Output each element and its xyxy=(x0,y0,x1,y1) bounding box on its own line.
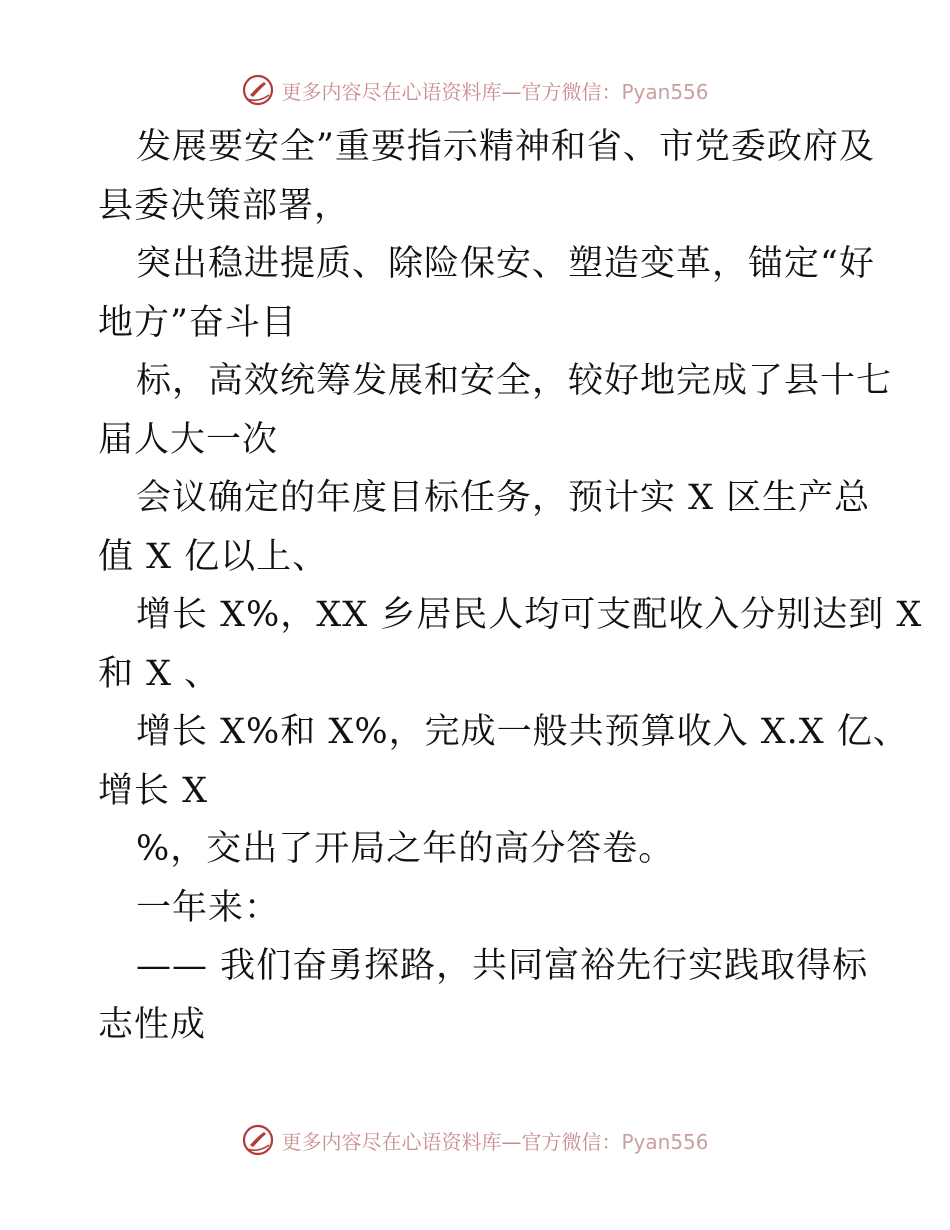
text-line: 增长 X%和 X%，完成一般共预算收入 X.X 亿、 xyxy=(136,712,909,752)
text-line: 发展要安全”重要指示精神和省、市党委政府及 xyxy=(136,127,875,167)
text-line: 增长 X xyxy=(98,770,209,811)
text-line: 突出稳进提质、除险保安、塑造变革，锚定“好 xyxy=(136,244,875,284)
text-line: —— 我们奋勇探路，共同富裕先行实践取得标 xyxy=(136,946,869,986)
text-line: 会议确定的年度目标任务，预计实 X 区生产总 xyxy=(136,478,871,518)
text-line: 志性成 xyxy=(98,1004,207,1045)
watermark-text: 更多内容尽在心语资料库—官方微信：Pyan556 xyxy=(281,1129,709,1154)
pen-logo-icon xyxy=(241,73,275,107)
text-line: %，交出了开局之年的高分答卷。 xyxy=(136,829,675,869)
text-line: 一年来： xyxy=(136,887,281,928)
text-line: 值 X 亿以上、 xyxy=(98,536,329,577)
pen-logo-icon xyxy=(241,1123,275,1157)
footer-watermark xyxy=(0,1120,950,1160)
text-line: 县委决策部署， xyxy=(98,185,351,226)
text-line: 地方”奋斗目 xyxy=(98,302,297,343)
text-line: 增长 X%，XX 乡居民人均可支配收入分别达到 X xyxy=(136,595,923,635)
text-line: 标，高效统筹发展和安全，较好地完成了县十七 xyxy=(136,361,893,401)
watermark-text: 更多内容尽在心语资料库—官方微信：Pyan556 xyxy=(281,79,709,104)
document-body xyxy=(98,118,923,1054)
text-line: 届人大一次 xyxy=(98,419,279,460)
header-watermark xyxy=(0,70,950,110)
text-line: 和 X 、 xyxy=(98,653,221,694)
